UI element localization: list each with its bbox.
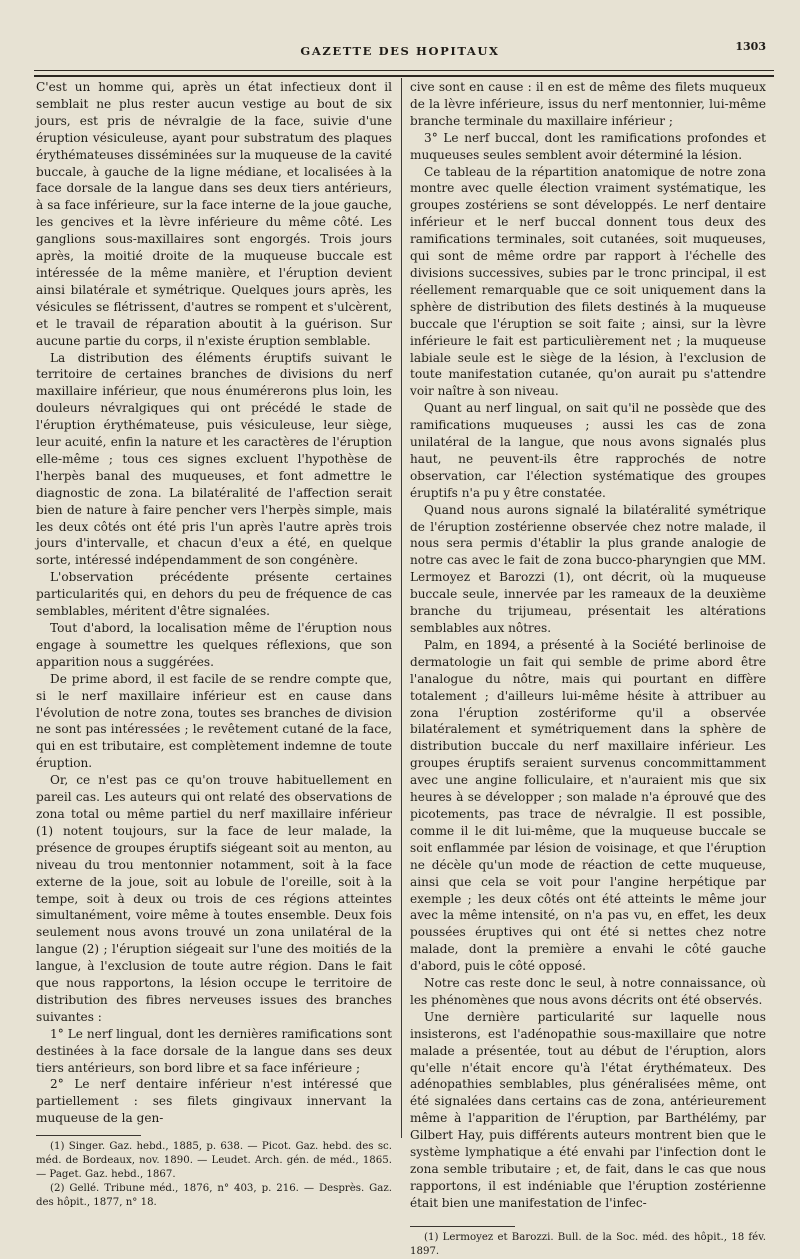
paragraph: La distribution des éléments éruptifs suivant le territoire de certaines branches de divisions du nerf maxillaire inférieur, que nous énumérerons plus loin, les douleurs névralgiques qui ont précédé le stade de l'éruption érythémateuse, puis vésiculeuse, leur siège, leur acuité, enfin la nature et les caractères de l'éruption elle-même ; tous ces signes excluent l'hypothèse de l'herpès banal des muqueuses, et font admettre le diagnostic de zona. La bilatéralité de l'affection serait bien de nature à faire pencher vers l'herpès simple, mais les deux côtés ont été pris l'un après l'autre après trois jours d'intervalle, et chacun d'eux a été, en quelque sorte, intéressé indépendamment de son congénère. xyxy=(36,350,392,568)
paragraph: Quand nous aurons signalé la bilatéralité symétrique de l'éruption zostérienne observée chez notre malade, il nous sera permis d'établir la plus grande analogie de notre cas avec le fait de zona bucco-pharyngien que MM. Lermoyez et Barozzi (1), ont décrit, où la muqueuse buccale seule, innervée par les rameaux de la deuxième branche du trijumeau, présentait les altérations semblables aux nôtres. xyxy=(410,502,766,635)
footnote-rule xyxy=(410,1226,515,1227)
paragraph: 2° Le nerf dentaire inférieur n'est intéressé que partiellement : ses filets gingivaux innervant la muqueuse de la gen- xyxy=(36,1077,392,1126)
left-column xyxy=(36,79,392,1209)
right-column xyxy=(410,79,766,1257)
paragraph: 1° Le nerf lingual, dont les dernières ramifications sont destinées à la face dorsale de la langue dans ses deux tiers antérieurs, son bord libre et sa face inférieure ; xyxy=(36,1026,392,1075)
paragraph: C'est un homme qui, après un état infectieux dont il semblait ne plus rester aucun vestige au bout de six jours, est pris de névralgie de la face, suivie d'une éruption vésiculeuse, ayant pour substratum des plaques érythémateuses disséminées sur la muqueuse de la cavité buccale, à gauche de la ligne médiane, et localisées à la face dorsale de la langue dans ses deux tiers antérieurs, à sa face inférieure, sur la face interne de la joue gauche, les gencives et la lèvre inférieure du même côté. Les ganglions sous-maxillaires sont engorgés. Trois jours après, la moitié droite de la muqueuse buccale est intéressée de la même manière, et l'éruption devient ainsi bilatérale et symétrique. Quelques jours après, les vésicules se flétrissent, d'autres se rompent et s'ulcèrent, et le travail de réparation aboutit à la guérison. Sur aucune partie du corps, il n'existe éruption semblable. xyxy=(36,80,392,348)
paragraph: Quant au nerf lingual, on sait qu'il ne possède que des ramifications muqueuses ; aussi les cas de zona unilatéral de la langue, que nous avons signalés plus haut, ne peuvent-ils être rapprochés de notre observation, car l'élection systématique des groupes éruptifs n'a pu y être constatée. xyxy=(410,401,766,500)
column-divider xyxy=(401,78,402,1138)
paragraph: Une dernière particularité sur laquelle nous insisterons, est l'adénopathie sous-maxillaire que notre malade a présentée, tout au début de l'éruption, alors qu'elle n'était encore qu'à l'état érythémateux. Des adénopathies semblables, plus généralisées même, ont été signalées dans certains cas de zona, antérieurement même à l'apparition de l'éruption, par Barthélémy, par Gilbert Hay, puis différents auteurs montrent bien que le système lymphatique a été envahi par l'infection dont le zona semble tributaire ; et, de fait, dans le cas que nous rapportons, il est indéniable que l'éruption zostérienne était bien une manifestation de l'infec- xyxy=(410,1009,766,1210)
page-number: 1303 xyxy=(735,40,766,53)
paragraph: Ce tableau de la répartition anatomique de notre zona montre avec quelle élection vraiment systématique, les groupes zostériens se sont développés. Le nerf dentaire inférieur et le nerf buccal donnent tous deux des ramifications terminales, soit cutanées, soit muqueuses, qui sont de même ordre par rapport à l'échelle des divisions successives, subies par le tronc principal, il est réellement remarquable que ce soit uniquement dans la sphère de distribution des filets destinés à la muqueuse buccale que l'éruption se soit faite ; ainsi, sur la lèvre inférieure le fait est particulièrement net ; la muqueuse labiale seule est le siège de la lésion, à l'exclusion de toute manifestation cutanée, qu'on aurait pu s'attendre voir naître à son niveau. xyxy=(410,164,766,399)
paragraph: Notre cas reste donc le seul, à notre connaissance, où les phénomènes que nous avons décrits ont été observés. xyxy=(410,976,766,1007)
header-rule-thick xyxy=(34,75,774,77)
paragraph: Palm, en 1894, a présenté à la Société berlinoise de dermatologie un fait qui semble de prime abord être l'analogue du nôtre, mais qui pourtant en diffère totalement ; d'ailleurs lui-même hésite à attribuer au zona l'éruption zostériforme qu'il a observée bilatéralement et symétriquement dans la sphère de distribution buccale du nerf maxillaire inférieur. Les groupes éruptifs seraient survenus concommittamment avec une angine folliculaire, et n'auraient mis que six heures à se développer ; son malade n'a éprouvé que des picotements, pas trace de névralgie. Il est possible, comme il le dit lui-même, que la muqueuse buccale se soit enflammée par lésion de voisinage, et que l'éruption ne décèle qu'un mode de réaction de cette muqueuse, ainsi que cela se voit pour l'angine herpétique par exemple ; les deux côtés ont été atteints le même jour avec la même intensité, on n'a pas vu, en effet, les deux poussées éruptives qui ont été si nettes chez notre malade, dont la première a envahi le côté gauche d'abord, puis le côté opposé. xyxy=(410,637,766,974)
paragraph: cive sont en cause : il en est de même des filets muqueux de la lèvre inférieure, issus du nerf mentonnier, lui-même branche terminale du maxillaire inférieur ; xyxy=(410,80,766,128)
footnote: (2) Gellé. Tribune méd., 1876, n° 403, p. 216. — Desprès. Gaz. des hôpit., 1877, n° 18. xyxy=(36,1183,392,1209)
footnote: (1) Singer. Gaz. hebd., 1885, p. 638. — Picot. Gaz. hebd. des sc. méd. de Bordeaux, nov. 1890. — Leudet. Arch. gén. de méd., 1865. — Paget. Gaz. hebd., 1867. xyxy=(36,1141,392,1181)
footnote-rule xyxy=(36,1135,141,1136)
header-rule-thin xyxy=(34,70,774,71)
paragraph: Or, ce n'est pas ce qu'on trouve habituellement en pareil cas. Les auteurs qui ont relaté des observations de zona total ou même partiel du nerf maxillaire inférieur (1) notent toujours, sur la face de leur malade, la présence de groupes éruptifs siégeant soit au menton, au niveau du trou mentonnier notamment, soit à la face externe de la joue, soit au lobule de l'oreille, soit à la tempe, soit à deux ou trois de ces régions atteintes simultanément, voire même à toutes ensemble. Deux fois seulement nous avons trouvé un zona unilatéral de la langue (2) ; l'éruption siégeait sur l'une des moitiés de la langue, à l'exclusion de toute autre région. Dans le fait que nous rapportons, la lésion occupe le territoire de distribution des fibres nerveuses issues des branches suivantes : xyxy=(36,773,392,1024)
footnote: (1) Lermoyez et Barozzi. Bull. de la Soc. méd. des hôpit., 18 fév. 1897. xyxy=(410,1231,766,1257)
running-head xyxy=(0,40,800,64)
paragraph: 3° Le nerf buccal, dont les ramifications profondes et muqueuses seules semblent avoir déterminé la lésion. xyxy=(410,130,766,162)
paragraph: De prime abord, il est facile de se rendre compte que, si le nerf maxillaire inférieur est en cause dans l'évolution de notre zona, toutes ses branches de division ne sont pas intéressées ; le revêtement cutané de la face, qui en est tributaire, est complètement indemne de toute éruption. xyxy=(36,671,392,771)
paragraph: Tout d'abord, la localisation même de l'éruption nous engage à soumettre les quelques réflexions, que son apparition nous a suggérées. xyxy=(36,621,392,669)
paragraph: L'observation précédente présente certaines particularités qui, en dehors du peu de fréquence de cas semblables, méritent d'être signalées. xyxy=(36,570,392,619)
journal-title: GAZETTE DES HOPITAUX xyxy=(300,44,500,58)
